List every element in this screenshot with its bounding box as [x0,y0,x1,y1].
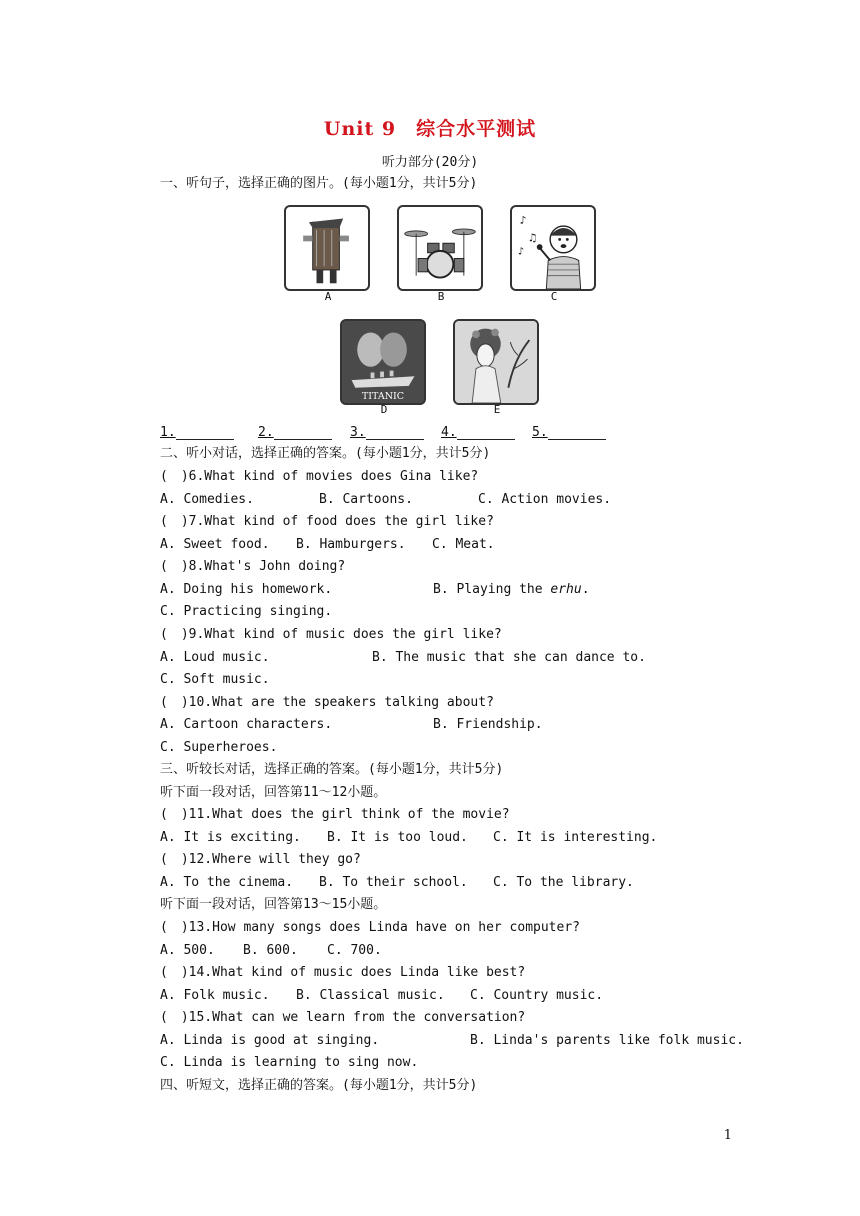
listening-part-subtitle: 听力部分(20分) [381,155,479,170]
picture-a [284,205,370,291]
boy-singing-icon [512,207,594,289]
question-8: ( )8.What's John doing? [160,559,346,574]
question-15: ( )15.What can we learn from the conversation? [160,1010,526,1025]
picture-label-d: D [380,403,388,416]
answer-blank-5[interactable] [532,425,606,440]
peking-opera-icon [455,321,537,403]
picture-d [340,319,426,405]
q7-option-b: B. Hamburgers. [296,537,406,552]
drum-kit-icon [399,207,481,289]
q7-option-c: C. Meat. [432,537,495,552]
question-6: ( )6.What kind of movies does Gina like? [160,469,479,484]
picture-label-a: A [324,290,332,303]
q10-option-a: A. Cartoon characters. [160,717,333,732]
svg-text:♪: ♪ [517,245,525,258]
q11-option-c: C. It is interesting. [493,830,658,845]
section1-heading: 一、听句子，选择正确的图片。(每小题1分，共计5分) [160,176,478,191]
question-14: ( )14.What kind of music does Linda like best? [160,965,526,980]
q13-option-b: B. 600. [243,943,298,958]
q6-option-c: C. Action movies. [478,492,612,507]
question-10: ( )10.What are the speakers talking about? [160,695,494,710]
blank-number: 5. [532,425,548,440]
picture-label-e: E [493,403,501,416]
q10-option-b: B. Friendship. [433,717,543,732]
blank-line [457,425,515,440]
q11-option-b: B. It is too loud. [327,830,468,845]
poster-title: TITANIC [361,391,405,403]
picture-label-c: C [550,290,558,303]
q8-option-a: A. Doing his homework. [160,582,333,597]
q10-option-c: C. Superheroes. [160,740,278,755]
q13-option-c: C. 700. [327,943,382,958]
blank-number: 4. [441,425,457,440]
section3-heading: 三、听较长对话，选择正确的答案。(每小题1分，共计5分) [160,762,504,777]
answer-blank-4[interactable] [441,425,515,440]
question-13: ( )13.How many songs does Linda have on her computer? [160,920,580,935]
picture-e [453,319,539,405]
picture-c [510,205,596,291]
blank-number: 3. [350,425,366,440]
q14-option-a: A. Folk music. [160,988,270,1003]
q15-option-c: C. Linda is learning to sing now. [160,1055,419,1070]
q9-option-b: B. The music that she can dance to. [372,650,646,665]
blank-number: 1. [160,425,176,440]
q8-option-b-italic: erhu [550,582,582,597]
question-11: ( )11.What does the girl think of the movie? [160,807,510,822]
page-title: Unit 9 综合水平测试 [323,118,537,140]
q14-option-c: C. Country music. [470,988,604,1003]
q11-option-a: A. It is exciting. [160,830,301,845]
costume-character-icon [286,207,368,289]
q12-option-b: B. To their school. [319,875,468,890]
picture-label-b: B [437,290,445,303]
answer-blank-3[interactable] [350,425,424,440]
section2-heading: 二、听小对话，选择正确的答案。(每小题1分，共计5分) [160,446,491,461]
answer-blank-2[interactable] [258,425,332,440]
question-12: ( )12.Where will they go? [160,852,361,867]
page-number: 1 [723,1128,732,1143]
blank-number: 2. [258,425,274,440]
answer-blank-1[interactable] [160,425,234,440]
q8-option-c: C. Practicing singing. [160,604,333,619]
q14-option-b: B. Classical music. [296,988,445,1003]
blank-line [366,425,424,440]
q8-option-b-end: . [581,582,590,597]
q12-option-c: C. To the library. [493,875,634,890]
q13-option-a: A. 500. [160,943,215,958]
blank-line [274,425,332,440]
q6-option-a: A. Comedies. [160,492,254,507]
q15-option-a: A. Linda is good at singing. [160,1033,380,1048]
picture-b [397,205,483,291]
section4-heading: 四、听短文，选择正确的答案。(每小题1分，共计5分) [160,1078,478,1093]
q8-option-b [433,581,590,599]
svg-text:♫: ♫ [529,230,537,245]
blank-line [548,425,606,440]
q15-option-b: B. Linda's parents like folk music. [470,1033,744,1048]
q7-option-a: A. Sweet food. [160,537,270,552]
titanic-poster-icon [342,321,424,403]
q9-option-a: A. Loud music. [160,650,270,665]
section3-intro-1: 听下面一段对话，回答第11～12小题。 [160,785,387,800]
question-9: ( )9.What kind of music does the girl like? [160,627,502,642]
q6-option-b: B. Cartoons. [319,492,413,507]
blank-line [176,425,234,440]
section3-intro-2: 听下面一段对话，回答第13～15小题。 [160,897,387,912]
q8-option-b-text: B. Playing the [433,582,551,597]
q9-option-c: C. Soft music. [160,672,270,687]
svg-text:♪: ♪ [519,213,527,228]
q12-option-a: A. To the cinema. [160,875,294,890]
question-7: ( )7.What kind of food does the girl like? [160,514,494,529]
